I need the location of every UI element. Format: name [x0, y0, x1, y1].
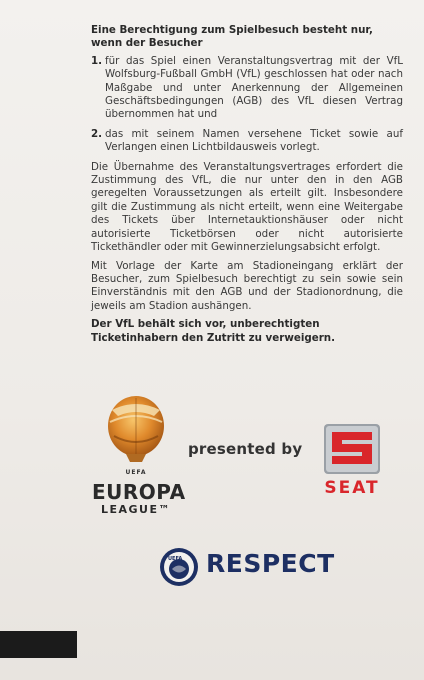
- presented-by-text: presented by: [188, 440, 303, 458]
- terms-text: [91, 24, 403, 345]
- terms-item-1: [91, 55, 403, 122]
- black-bar: [0, 631, 77, 658]
- terms-heading: Eine Berechtigung zum Spielbesuch besteht nur, wenn der Besucher: [91, 24, 373, 50]
- respect-label: RESPECT: [206, 549, 335, 578]
- uefa-label: UEFA: [125, 469, 147, 476]
- terms-item-text: das mit seinem Namen versehene Ticket sowie auf Verlangen einen Lichtbildausweis vorlegt.: [105, 127, 403, 154]
- terms-item-number: 1.: [91, 54, 103, 67]
- europa-label: EUROPA: [92, 480, 186, 504]
- terms-paragraph-entry: Mit Vorlage der Karte am Stadioneingang erklärt der Besucher, zum Spielbesuch berechtigt zu sein sowie sein Einverständnis mit den AGB und der Stadionordnung, die jeweils am Stadion aushängen.: [91, 259, 403, 312]
- terms-paragraph-transfer: Die Übernahme des Veranstaltungsvertrages erfordert die Zustimmung des VfL, die nur unter den in den AGB geregelten Voraussetzungen als erteilt gilt. Insbesondere gilt die Zustimmung als nicht erteilt, wenn eine Weitergabe des Tickets über Internetauktionshäuser oder nicht autorisierte Ticketbörsen oder nicht autorisierte Tickethändler oder mit Gewinnerzielungsabsicht erfolgt.: [91, 160, 403, 254]
- seat-label: SEAT: [324, 478, 380, 498]
- terms-item-number: 2.: [91, 127, 103, 140]
- terms-paragraph-refusal: Der VfL behält sich vor, unberechtigten Ticketinhabern den Zutritt zu verweigern.: [91, 318, 336, 344]
- terms-item-2: [91, 128, 403, 155]
- respect-uefa-label: UEFA: [168, 556, 183, 562]
- terms-item-text: für das Spiel einen Veranstaltungsvertrag mit der VfL Wolfsburg-Fußball GmbH (VfL) geschlossen hat oder nach Maßgabe und unter Anerkennung der Allgemeinen Geschäftsbedingungen (AGB) des VfL diesen Vertrag übernommen hat und: [105, 54, 403, 121]
- league-label: LEAGUE™: [100, 503, 171, 516]
